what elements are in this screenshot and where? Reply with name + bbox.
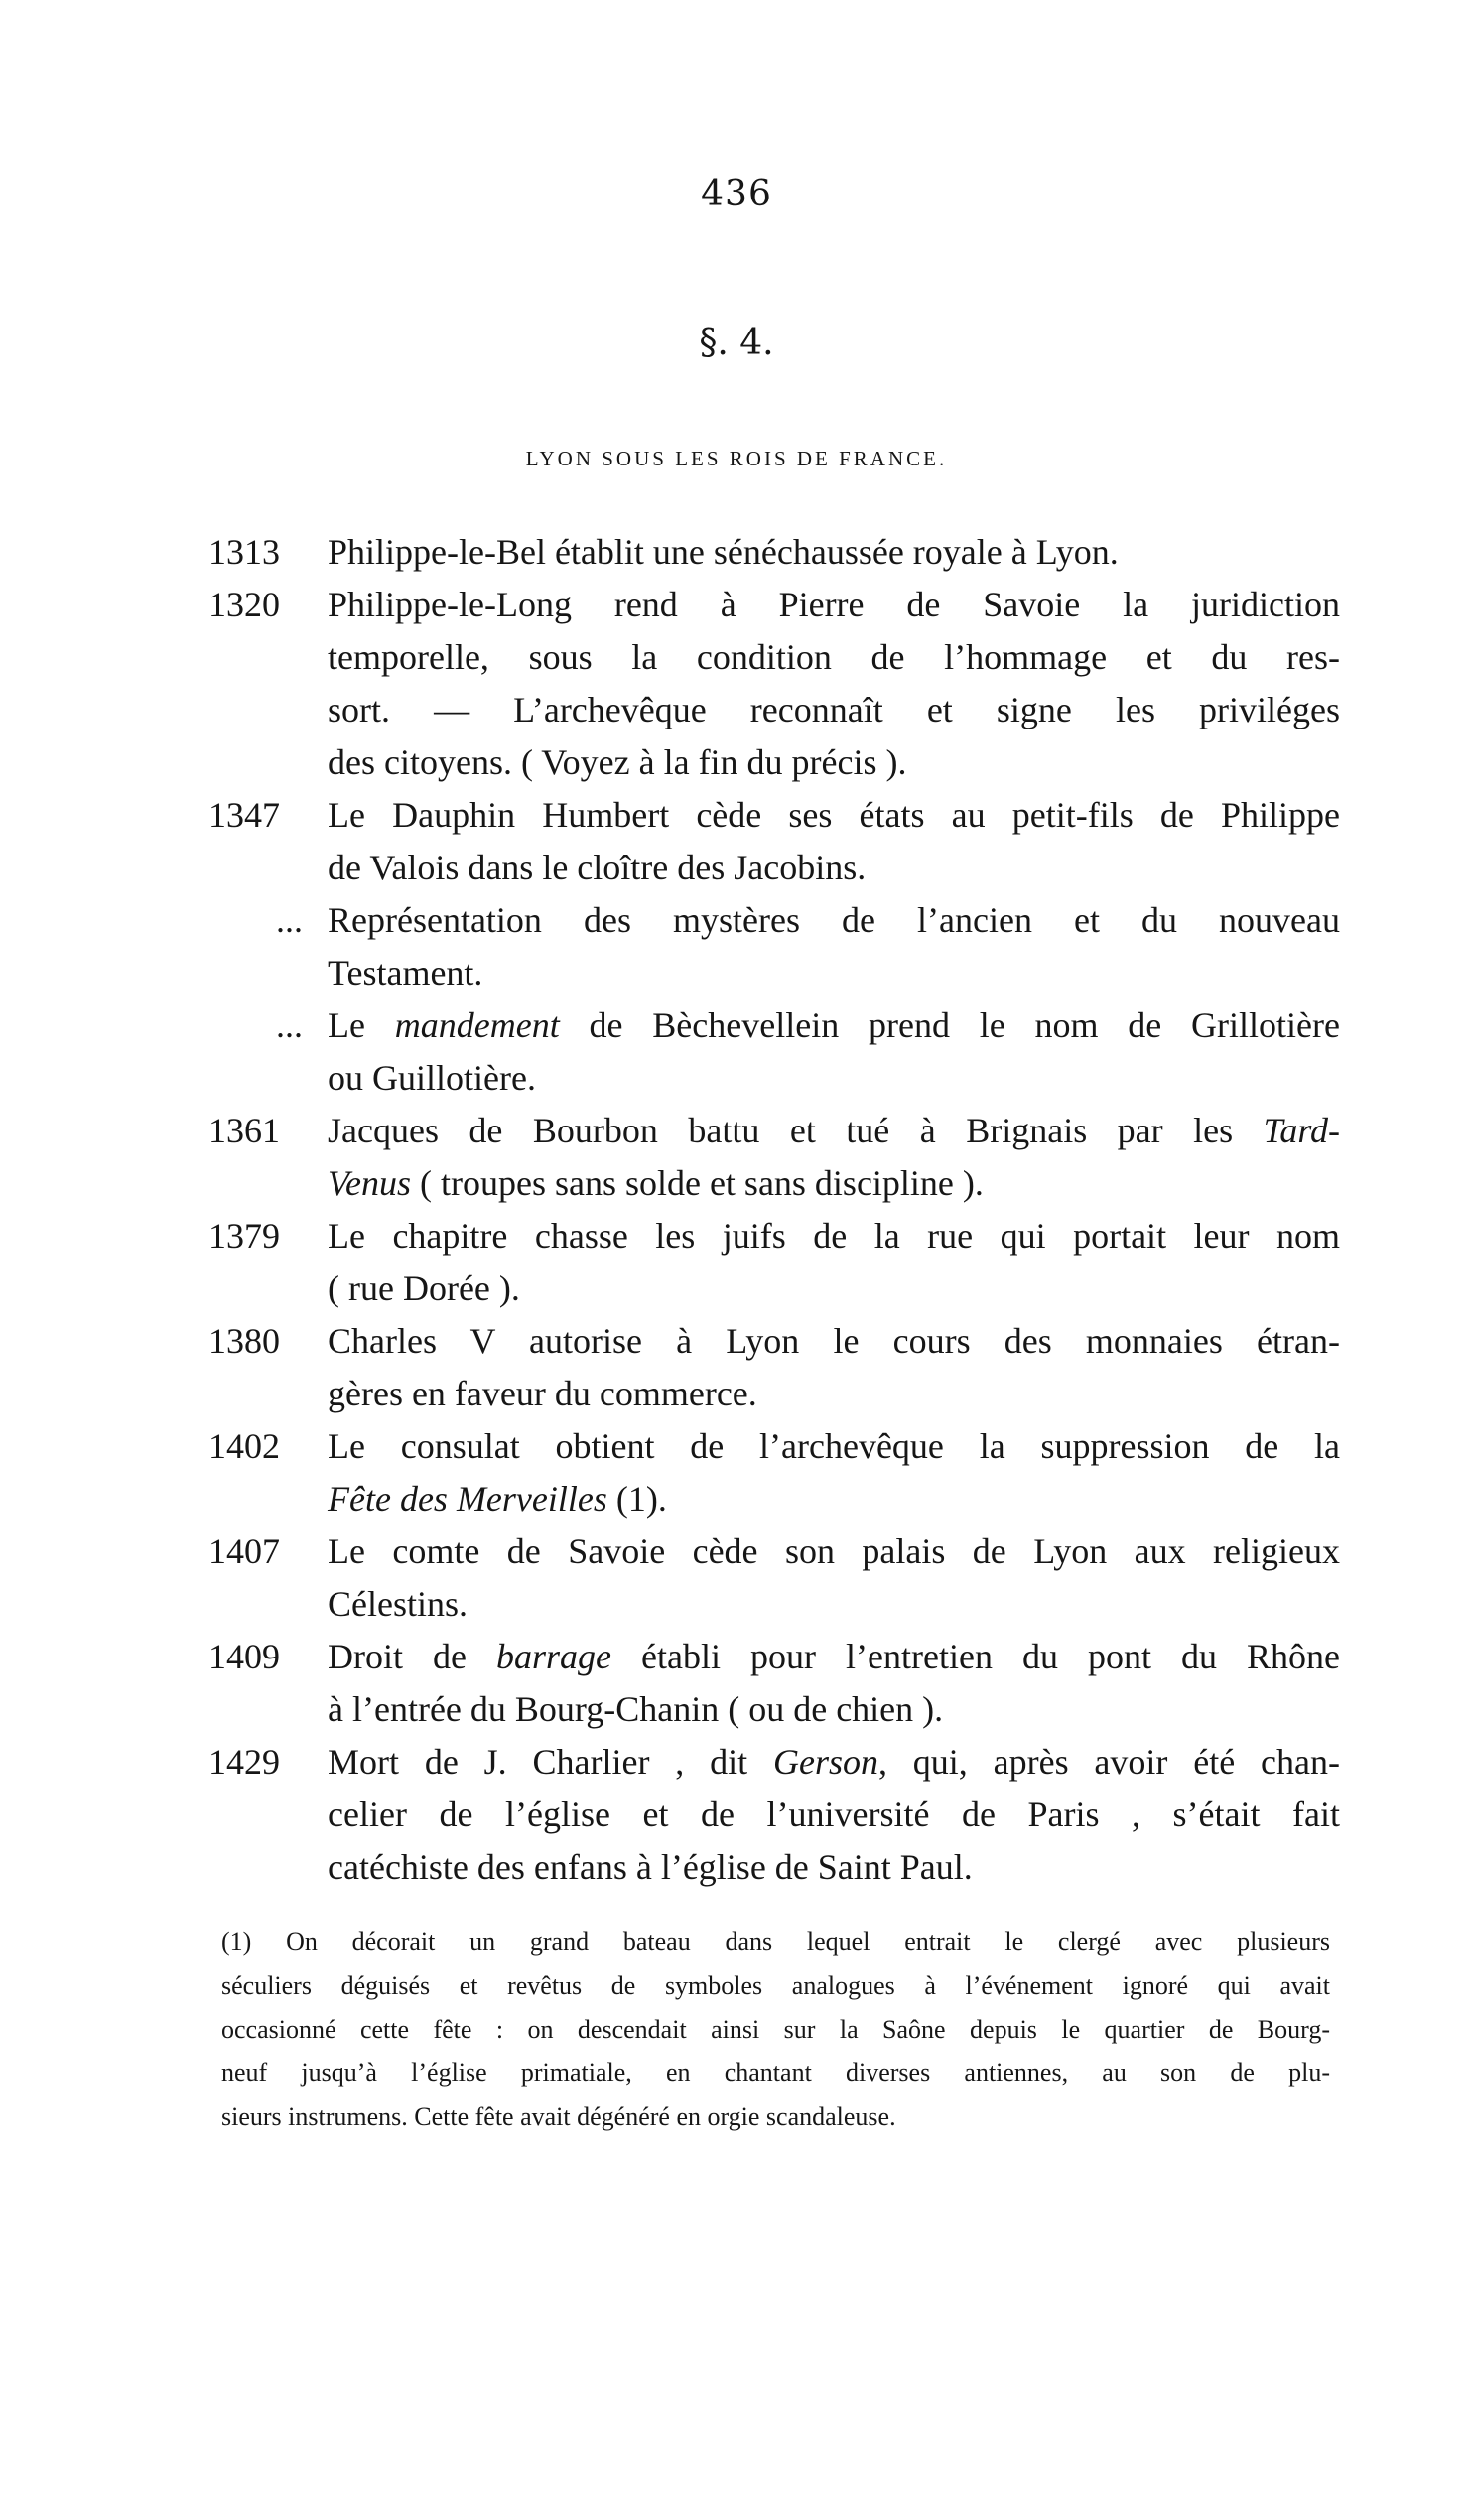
entry-year: 1402 <box>208 1426 280 1466</box>
entry-line <box>328 1841 1340 1894</box>
entry-year: 1379 <box>208 1216 280 1256</box>
entry-line <box>328 1789 1340 1841</box>
entry-line: Le comte de Savoie cède son palais de Lyon aux religieux <box>328 1531 1340 1571</box>
entry-line <box>328 1105 1340 1157</box>
entry-text <box>328 1315 1340 1420</box>
entry-line: Le chapitre chasse les juifs de la rue qui portait leur nom <box>328 1216 1340 1256</box>
entry-line-text: établi pour l’entretien du pont du Rhône <box>611 1637 1341 1676</box>
chronology-entry <box>208 1736 1340 1894</box>
chronology-entry <box>208 526 1340 579</box>
entry-year: 1380 <box>208 1321 280 1361</box>
entry-line-text: Droit de <box>328 1637 497 1676</box>
entry-line: de Valois dans le cloître des Jacobins. <box>328 848 867 887</box>
chronology-entry <box>208 1315 1340 1420</box>
entry-text <box>328 1420 1340 1525</box>
entry-year: 1409 <box>208 1637 280 1676</box>
entry-line: des citoyens. ( Voyez à la fin du précis ). <box>328 742 907 782</box>
entry-year: 1361 <box>208 1111 280 1150</box>
entry-text <box>328 579 1340 789</box>
chronology-list <box>208 526 1340 1894</box>
footnote-line: occasionné cette fête : on descendait ainsi sur la Saône depuis le quartier de Bourg- <box>221 2015 1330 2044</box>
section-title: LYON SOUS LES ROIS DE FRANCE. <box>525 447 948 470</box>
entry-year: 1407 <box>208 1531 280 1571</box>
entry-text <box>328 1736 1340 1894</box>
entry-line-italic: Venus <box>328 1163 411 1203</box>
footnote-line: neuf jusqu’à l’église primatiale, en chantant diverses antiennes, au son de plu- <box>221 2058 1330 2087</box>
chronology-entry <box>208 999 1340 1105</box>
entry-line <box>328 1736 1340 1789</box>
entry-line-text: catéchiste des enfans à l’église de Saint Paul. <box>328 1847 973 1887</box>
footnote-line: séculiers déguisés et revêtus de symboles analogues à l’événement ignoré qui avait <box>221 1971 1330 2000</box>
footnote <box>221 1921 1330 2139</box>
entry-line-italic: Gerson <box>772 1742 878 1782</box>
entry-line-text: ou Guillotière. <box>328 1058 536 1098</box>
chronology-entry <box>208 1210 1340 1315</box>
entry-line <box>328 1473 1340 1525</box>
entry-year: 1429 <box>208 1742 280 1782</box>
entry-line-text: ( troupes sans solde et sans discipline ). <box>411 1163 984 1203</box>
chronology-entry <box>208 789 1340 894</box>
chronology-entry <box>208 1631 1340 1736</box>
entry-text <box>328 1210 1340 1315</box>
chronology-entry <box>208 894 1340 999</box>
footnote-line: sieurs instrumens. Cette fête avait dégénéré en orgie scandaleuse. <box>221 2102 896 2131</box>
entry-line: Célestins. <box>328 1584 468 1624</box>
entry-line <box>328 1052 1340 1105</box>
entry-line-text: Le <box>328 1005 395 1045</box>
section-mark: §. 4. <box>699 323 774 363</box>
entry-text <box>328 1525 1340 1631</box>
chronology-entry <box>208 1420 1340 1525</box>
entry-line: Philippe-le-Long rend à Pierre de Savoie la juridiction <box>328 585 1340 624</box>
entry-text <box>328 1105 1340 1210</box>
entry-year: 1313 <box>208 532 280 572</box>
entry-line-text: Le consulat obtient de l’archevêque la suppression de la <box>328 1426 1340 1466</box>
entry-line: Philippe-le-Bel établit une sénéchaussée royale à Lyon. <box>328 532 1119 572</box>
entry-line: Représentation des mystères de l’ancien et du nouveau <box>328 900 1340 940</box>
entry-line: gères en faveur du commerce. <box>328 1374 757 1413</box>
entry-line-italic: mandement <box>394 1005 560 1045</box>
entry-line: temporelle, sous la condition de l’hommage et du res- <box>328 637 1340 677</box>
entry-line-text: Mort de J. Charlier , dit <box>328 1742 773 1782</box>
entry-line-italic: Fête des Merveilles <box>328 1479 607 1519</box>
entry-year: ... <box>276 900 303 940</box>
entry-line <box>328 1631 1340 1683</box>
entry-line <box>328 1157 1340 1210</box>
entry-text <box>328 894 1340 999</box>
entry-line: ( rue Dorée ). <box>328 1268 520 1308</box>
entry-line <box>328 1683 1340 1736</box>
entry-year: 1347 <box>208 795 280 835</box>
entry-line <box>328 1420 1340 1473</box>
entry-line-text: (1). <box>606 1479 667 1519</box>
entry-line-text: , qui, après avoir été chan- <box>877 1742 1340 1782</box>
entry-year: ... <box>276 1005 303 1045</box>
chronology-entry <box>208 1105 1340 1210</box>
entry-line-italic: barrage <box>496 1637 612 1676</box>
chronology-entry <box>208 579 1340 789</box>
entry-year: 1320 <box>208 585 280 624</box>
entry-line-text: de Bèchevellein prend le nom de Grillotière <box>559 1005 1341 1045</box>
chronology-entry <box>208 1525 1340 1631</box>
entry-line: Le Dauphin Humbert cède ses états au petit-fils de Philippe <box>328 795 1340 835</box>
entry-line <box>328 999 1340 1052</box>
entry-line: sort. — L’archevêque reconnaît et signe les priviléges <box>328 690 1340 729</box>
footnote-line: (1) On décorait un grand bateau dans lequel entrait le clergé avec plusieurs <box>221 1927 1330 1956</box>
entry-line-italic: Tard- <box>1263 1111 1340 1150</box>
entry-text <box>328 999 1340 1105</box>
entry-line-text: à l’entrée du Bourg-Chanin ( ou de chien ). <box>328 1689 944 1729</box>
entry-line: Testament. <box>328 953 483 993</box>
entry-line-text: Jacques de Bourbon battu et tué à Brignais par les <box>328 1111 1264 1150</box>
entry-line: Charles V autorise à Lyon le cours des monnaies étran- <box>328 1321 1340 1361</box>
entry-text <box>328 1631 1340 1736</box>
entry-text <box>328 789 1340 894</box>
entry-text <box>328 526 1340 579</box>
entry-line-text: celier de l’église et de l’université de Paris , s’était fait <box>328 1794 1340 1834</box>
page-number: 436 <box>701 174 772 214</box>
